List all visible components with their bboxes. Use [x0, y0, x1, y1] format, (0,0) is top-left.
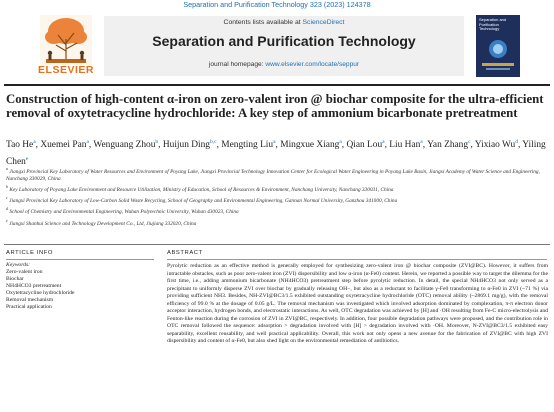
author-name: Mengting Liu — [221, 140, 274, 151]
affiliation-mark: e — [6, 217, 8, 223]
author-affiliation-mark: a — [33, 139, 36, 145]
journal-masthead — [34, 13, 520, 79]
author-affiliation-mark: a — [339, 139, 342, 145]
author-entry[interactable] — [221, 140, 275, 150]
affiliation-item — [6, 183, 548, 194]
author-affiliation-mark: a — [273, 139, 276, 145]
article-info-rule — [6, 259, 154, 260]
article-title: Construction of high-content α-iron on zero-valent iron @ biochar composite for the ultra-efficient removal of oxytetracycline hydrochloride: A key step of ammonium bicarbonate pretreatment — [6, 92, 544, 121]
author-name: Xuemei Pan — [40, 140, 87, 151]
author-entry[interactable] — [389, 140, 422, 150]
section-divider — [4, 244, 550, 245]
journal-name: Separation and Purification Technology — [152, 33, 416, 49]
author-affiliation-mark: a — [420, 139, 423, 145]
author-affiliation-mark: d — [515, 139, 518, 145]
author-name: Wenguang Zhou — [93, 140, 156, 151]
author-name: Tao He — [6, 140, 34, 151]
contents-line — [104, 19, 464, 26]
author-name: Mingxue Xiang — [280, 140, 340, 151]
author-entry[interactable] — [475, 140, 518, 150]
author-name: Yan Zhang — [427, 140, 469, 151]
affiliation-text: Key Laboratory of Poyang Lake Environment and Resource Utilization, Ministry of Education, School of Resources & Environment, Nanchang University, Nanchang 330031, China — [8, 187, 394, 194]
author-name: Qian Lou — [346, 140, 383, 151]
affiliation-text: School of Chemistry and Environmental Engineering, Wuhan Polytechnic University, Wuhan 430023, China — [8, 209, 239, 216]
author-affiliation-mark: a — [86, 139, 89, 145]
affiliation-item — [6, 165, 548, 183]
author-affiliation-mark: e — [25, 155, 29, 162]
keyword-item: Zero-valent iron — [6, 269, 43, 275]
keyword-item: Oxytetracycline hydrochloride — [6, 289, 75, 296]
author-affiliation-mark: b,c — [210, 139, 217, 145]
affiliation-mark: a — [6, 166, 8, 171]
journal-banner — [104, 16, 464, 76]
author-entry[interactable] — [427, 140, 470, 150]
affiliation-list — [6, 165, 548, 228]
author-entry[interactable] — [93, 140, 158, 150]
keyword-list — [6, 269, 156, 310]
author-affiliation-mark: b — [155, 139, 159, 145]
affiliation-text: Jiangxi Provincial Key Laboratory of Low-Carbon Solid Waste Recycling, School of Geography and Environmental Engineering, Gannan Normal University, Ganzhou 341000, China — [7, 198, 398, 205]
author-entry[interactable] — [163, 140, 217, 150]
affiliation-mark: d — [6, 206, 8, 212]
abstract-rule — [167, 259, 547, 260]
elsevier-tree-icon — [40, 15, 92, 65]
affiliation-mark: b — [6, 184, 8, 190]
author-affiliation-mark: a — [382, 139, 385, 145]
author-entry[interactable] — [346, 140, 384, 150]
elsevier-logo[interactable] — [34, 13, 98, 79]
cover-title: Separation and Purification Technology — [479, 17, 507, 31]
keyword-item: Biochar — [6, 275, 24, 282]
keyword-item: Practical application — [6, 303, 52, 310]
affiliation-item — [6, 217, 548, 228]
homepage-line — [104, 61, 464, 68]
homepage-prefix: journal homepage: — [208, 61, 266, 68]
author-entry[interactable] — [280, 140, 342, 150]
keyword-item: NH4HCO3 pretreatment — [6, 282, 62, 289]
author-name: Huijun Ding — [162, 140, 210, 151]
abstract-text: Pyrolytic reduction as an effective method is generally employed for synthesizing zero-valent iron @ biochar composite (ZVI@BC). However, it suffers from intractable obstacles, such as poor zero-valent iron (ZVI) dispersibility and low α-iron (α-Fe0) content. Herein, we reported a possible way to target the dilemma for the first time, i.e., adding ammonium bicarbonate (NH4HCO3) pretreatment step before pyrolytic reduction. In detail, the special NH4HCO3 not only served as a precipitant to uniformly disperse ZVI over biochar by gradually releasing OH−, but also as a reductant to facilitate γ-Fe0 transforming to α-Fe0 in ZVI (~71 %) via providing sufficient NH3. Besides, NH-ZVI@BC3/1.5 exhibited outstanding oxytetracycline hydrochloride (OTC) removal ability (~2869.1 mg/g), with the removal efficiency of 99.0 % at the dosage of 0.05 g/L. The removal mechanism was investigated which involved adsorption dominated by complexation, π-π electron donor acceptor interaction, hydrogen bonds, and electrostatic interactions. As well, OTC degradation was achieved by [H] and ·OH resulting from Fe-C micro-electrolysis and Fenton-like reaction during the corrosion of ZVI in ZVI@BC, respectively. In addition, four possible degradation pathways were proposed, and the contribution role in OTC removal followed the sequence: adsorption > degradation involved with [H] > degradation involved with ·OH. Moreover, N-ZVI@BC3/1.5 exhibited easy separability, excellent reusability, and well practical applicability. Overall, this work not only opens a new avenue for the fabrication of ZVI@BC with high ZVI dispersibility and content of α-Fe0, but also shed light on the environmental remediation of antibiotics. — [167, 263, 548, 345]
keywords-heading: Keywords: — [6, 262, 31, 268]
article-info-heading: ARTICLE INFO — [6, 250, 54, 256]
author-name: Yixiao Wu — [474, 140, 516, 151]
abstract-heading: ABSTRACT — [167, 250, 203, 256]
affiliation-text: Jiangxi Provincial Key Laboratory of Water Resources and Environment of Poyang Lake, Jiangxi Provincial Technology Innovation Center for Ecological Water Engineering in Poyang Lake Basin, Jiangxi Academy of Water Science and Engineering, Nanchang 330029, China — [6, 168, 540, 183]
author-name: Liu Han — [389, 140, 421, 151]
affiliation-mark: c — [6, 195, 8, 201]
author-entry[interactable] — [6, 140, 36, 150]
affiliation-text: Jiangxi Shanhui Science and Technology Development Co., Ltd, Jiujiang 332020, China — [7, 220, 197, 227]
journal-cover-thumbnail[interactable] — [476, 15, 520, 77]
header-divider — [4, 84, 550, 86]
affiliation-item — [6, 205, 548, 216]
contents-prefix: Contents lists available at — [223, 19, 303, 26]
homepage-link[interactable]: www.elsevier.com/locate/seppur — [265, 61, 360, 68]
journal-reference[interactable]: Separation and Purification Technology 323 (2023) 124378 — [183, 0, 371, 9]
author-name: Yiling Chen — [6, 140, 546, 167]
author-list: Tao He$^a$, Xuemei Pan$^a$, Wenguang Zhou$^b$, Huijun Ding$^{b,c}$, Mengting Liu$^a$, Mingxue Xiang$^a$, Qian Lou$^a$, Liu Han$^a$, Yan Zhang$^c$, Yixiao Wu$^d$, Yiling Chen$^e$ — [6, 139, 546, 167]
author-affiliation-mark: c — [468, 139, 471, 145]
affiliation-item — [6, 194, 548, 205]
keyword-item: Removal mechanism — [6, 296, 54, 303]
cover-artwork-icon — [476, 35, 520, 77]
sciencedirect-link[interactable]: ScienceDirect — [302, 19, 345, 26]
publisher-wordmark: ELSEVIER — [38, 64, 94, 76]
author-entry[interactable] — [40, 140, 89, 150]
